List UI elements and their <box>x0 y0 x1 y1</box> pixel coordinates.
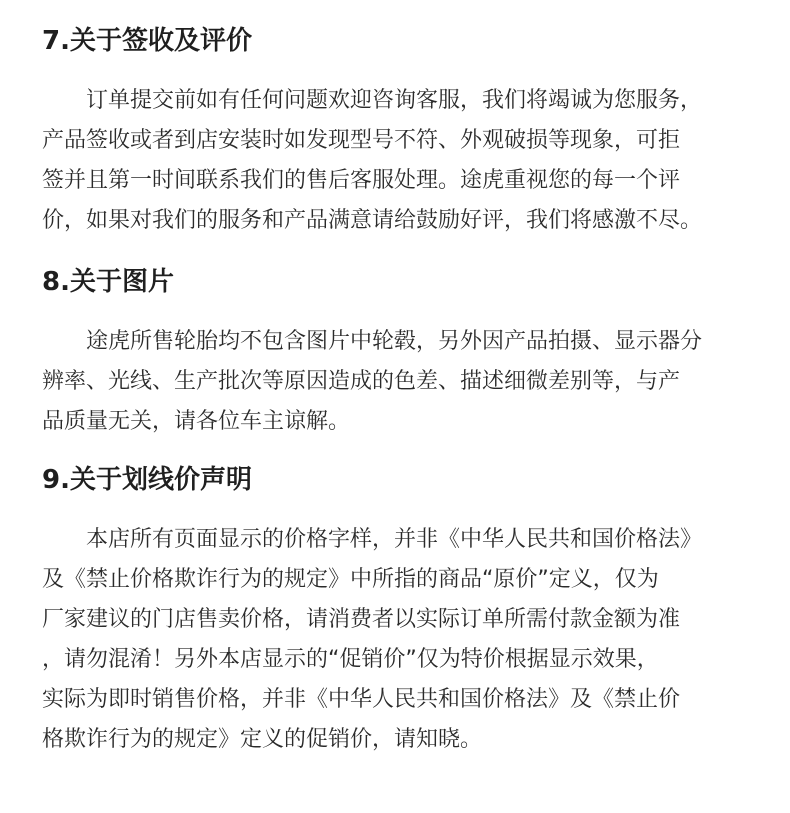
section-paragraph <box>42 322 752 442</box>
section-title: 9.关于划线价声明 <box>42 465 252 495</box>
paragraph-line: 实际为即时销售价格，并非《中华人民共和国价格法》及《禁止价 <box>42 687 681 712</box>
paragraph-line: 格欺诈行为的规定》定义的促销价，请知晓。 <box>42 727 483 752</box>
paragraph-line: 本店所有页面显示的价格字样，并非《中华人民共和国价格法》 <box>86 527 703 552</box>
paragraph-line: 品质量无关，请各位车主谅解。 <box>42 409 351 434</box>
paragraph-line: 签并且第一时间联系我们的售后客服处理。途虎重视您的每一个评 <box>42 168 681 193</box>
section-paragraph <box>42 81 752 241</box>
paragraph-line: 途虎所售轮胎均不包含图片中轮毂，另外因产品拍摄、显示器分 <box>86 329 703 354</box>
section-strikethrough-price-statement <box>42 463 752 760</box>
paragraph-line: 价，如果对我们的服务和产品满意请给鼓励好评，我们将感激不尽。 <box>42 208 703 233</box>
paragraph-line: 产品签收或者到店安装时如发现型号不符、外观破损等现象，可拒 <box>42 128 681 153</box>
section-about-images <box>42 265 752 442</box>
paragraph-line: ，请勿混淆！另外本店显示的“促销价”仅为特价根据显示效果， <box>42 647 659 672</box>
section-paragraph <box>42 520 752 760</box>
paragraph-line: 厂家建议的门店售卖价格，请消费者以实际订单所需付款金额为准 <box>42 607 681 632</box>
paragraph-line: 及《禁止价格欺诈行为的规定》中所指的商品“原价”定义，仅为 <box>42 567 659 592</box>
section-title: 8.关于图片 <box>42 267 174 297</box>
paragraph-line: 订单提交前如有任何问题欢迎咨询客服，我们将竭诚为您服务， <box>86 88 703 113</box>
section-title: 7.关于签收及评价 <box>42 26 252 56</box>
paragraph-line: 辨率、光线、生产批次等原因造成的色差、描述细微差别等，与产 <box>42 369 681 394</box>
section-receipt-and-review <box>42 24 752 241</box>
